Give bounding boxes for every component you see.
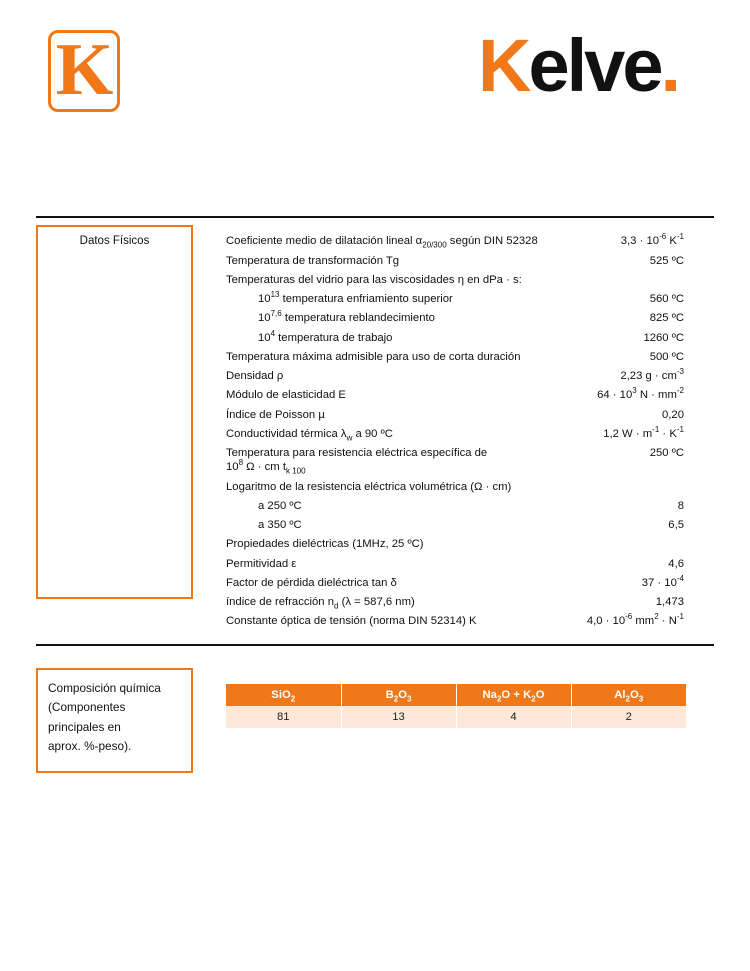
physical-data-label-box xyxy=(36,225,193,599)
property-value: 6,5 xyxy=(668,519,684,532)
physical-data-row xyxy=(226,444,684,478)
property-value: $3,3 \cdot 10^{-6}$ $K^{-1}$ xyxy=(620,232,684,248)
divider-top xyxy=(36,216,714,218)
label-line: aprox. %-peso). xyxy=(48,739,132,754)
chemical-composition-label xyxy=(48,679,181,757)
property-value: 4,6 xyxy=(668,557,684,570)
table-cell: 4 xyxy=(456,706,571,728)
chemical-table-head xyxy=(226,684,686,706)
property-name: Constante óptica de tensión (norma DIN 52314) K xyxy=(226,615,477,628)
property-name: índice de refracción $n_d$ (λ = 587,6 nm) xyxy=(226,596,415,611)
physical-data-row xyxy=(226,612,684,631)
property-name: Conductividad térmica $\lambda_w$ a 90 ºC xyxy=(226,427,393,442)
physical-data-row xyxy=(226,516,684,535)
label-line: principales en xyxy=(48,719,121,734)
property-name: a 250 ºC xyxy=(258,499,302,512)
chemical-header-row xyxy=(226,684,686,706)
property-value: 1260 ºC xyxy=(643,331,684,344)
property-name: Temperaturas del vidrio para las viscosidades η en dPa · s: xyxy=(226,273,522,286)
property-value: 1,473 xyxy=(655,596,684,609)
property-value: 250 ºC xyxy=(649,446,684,459)
chemical-composition-table xyxy=(226,684,686,728)
table-row xyxy=(226,706,686,728)
column-header: $Na_2O + K_2O$ xyxy=(456,684,571,706)
physical-data-row xyxy=(226,554,684,573)
property-name: Densidad ρ xyxy=(226,370,284,383)
property-name: Factor de pérdida dieléctrica tan δ xyxy=(226,576,397,589)
property-value: 2,23 $g \cdot cm^{-3}$ xyxy=(620,367,684,383)
table-cell: 2 xyxy=(571,706,686,728)
property-value: 0,20 xyxy=(662,408,684,421)
property-name: Logaritmo de la resistencia eléctrica volumétrica (Ω · cm) xyxy=(226,480,512,493)
physical-data-row xyxy=(226,497,684,516)
physical-data-row xyxy=(226,270,684,289)
property-value: 825 ºC xyxy=(649,312,684,325)
brand-first-letter: K xyxy=(478,24,529,107)
logo-letter: K xyxy=(55,29,113,111)
brand-wordmark xyxy=(478,26,678,106)
physical-data-row xyxy=(226,535,684,554)
label-line: Composición química xyxy=(48,681,161,695)
property-value xyxy=(567,535,684,554)
physical-data-row xyxy=(226,573,684,592)
physical-data-table xyxy=(226,232,684,631)
property-value: $37 \cdot 10^{-4}$ xyxy=(641,574,684,589)
chemical-table-body xyxy=(226,706,686,728)
property-value: $64 \cdot 10^3$ $N \cdot mm^{-2}$ xyxy=(597,386,684,402)
column-header: $B_2O_3$ xyxy=(341,684,456,706)
physical-data-row xyxy=(226,593,684,612)
column-header: SiO$_2$ xyxy=(226,684,341,706)
property-name: Índice de Poisson µ xyxy=(226,408,325,421)
table-cell: 81 xyxy=(226,706,341,728)
property-name: Módulo de elasticidad E xyxy=(226,389,346,402)
chemical-composition-label-box xyxy=(36,668,193,773)
physical-data-row xyxy=(226,309,684,328)
property-value xyxy=(567,270,684,289)
property-value: 1,2 $W \cdot m^{-1} \cdot K^{-1}$ xyxy=(603,424,684,440)
property-name: Temperatura para resistencia eléctrica específica de $10^8$ Ω · cm $t_{k 100}$ xyxy=(226,446,488,476)
column-header: $Al_2O_3$ xyxy=(571,684,686,706)
physical-data-row xyxy=(226,424,684,443)
property-value: 560 ºC xyxy=(649,293,684,306)
property-name: $10^{13}$ temperatura enfriamiento superior xyxy=(258,290,453,306)
physical-data-row xyxy=(226,367,684,386)
property-value: $4,0 \cdot 10^{-6}$ $mm^2 \cdot N^{-1}$ xyxy=(586,612,684,628)
kelve-logo-mark xyxy=(48,30,120,112)
property-name: Permitividad ε xyxy=(226,557,297,570)
physical-data-row xyxy=(226,347,684,366)
property-value: 8 xyxy=(677,499,684,512)
physical-data-row xyxy=(226,405,684,424)
property-name: Temperatura de transformación Tg xyxy=(226,254,400,267)
property-name: a 350 ºC xyxy=(258,519,302,532)
property-name: Temperatura máxima admisible para uso de corta duración xyxy=(226,350,521,363)
property-name: $10^4$ temperatura de trabajo xyxy=(258,328,393,344)
property-name: Coeficiente medio de dilatación lineal $\alpha_{20/300}$ según DIN 52328 xyxy=(226,235,538,250)
table-cell: 13 xyxy=(341,706,456,728)
divider-bottom xyxy=(36,644,714,646)
property-value: 500 ºC xyxy=(649,350,684,363)
property-value: 525 ºC xyxy=(649,254,684,267)
physical-data-row xyxy=(226,290,684,309)
property-name: 10$^{7,6}$ temperatura reblandecimiento xyxy=(258,309,435,325)
brand-dot: . xyxy=(660,24,679,107)
property-value xyxy=(567,477,684,496)
page-header xyxy=(0,0,750,170)
label-line: (Componentes xyxy=(48,700,126,715)
physical-data-row xyxy=(226,251,684,270)
property-name: Propiedades dieléctricas (1MHz, 25 ºC) xyxy=(226,538,424,551)
physical-data-row xyxy=(226,232,684,251)
physical-data-body xyxy=(226,232,684,631)
physical-data-label: Datos Físicos xyxy=(79,235,150,247)
physical-data-row xyxy=(226,328,684,347)
physical-data-row xyxy=(226,386,684,405)
physical-data-row xyxy=(226,477,684,496)
brand-rest-letters: elve xyxy=(528,24,661,107)
